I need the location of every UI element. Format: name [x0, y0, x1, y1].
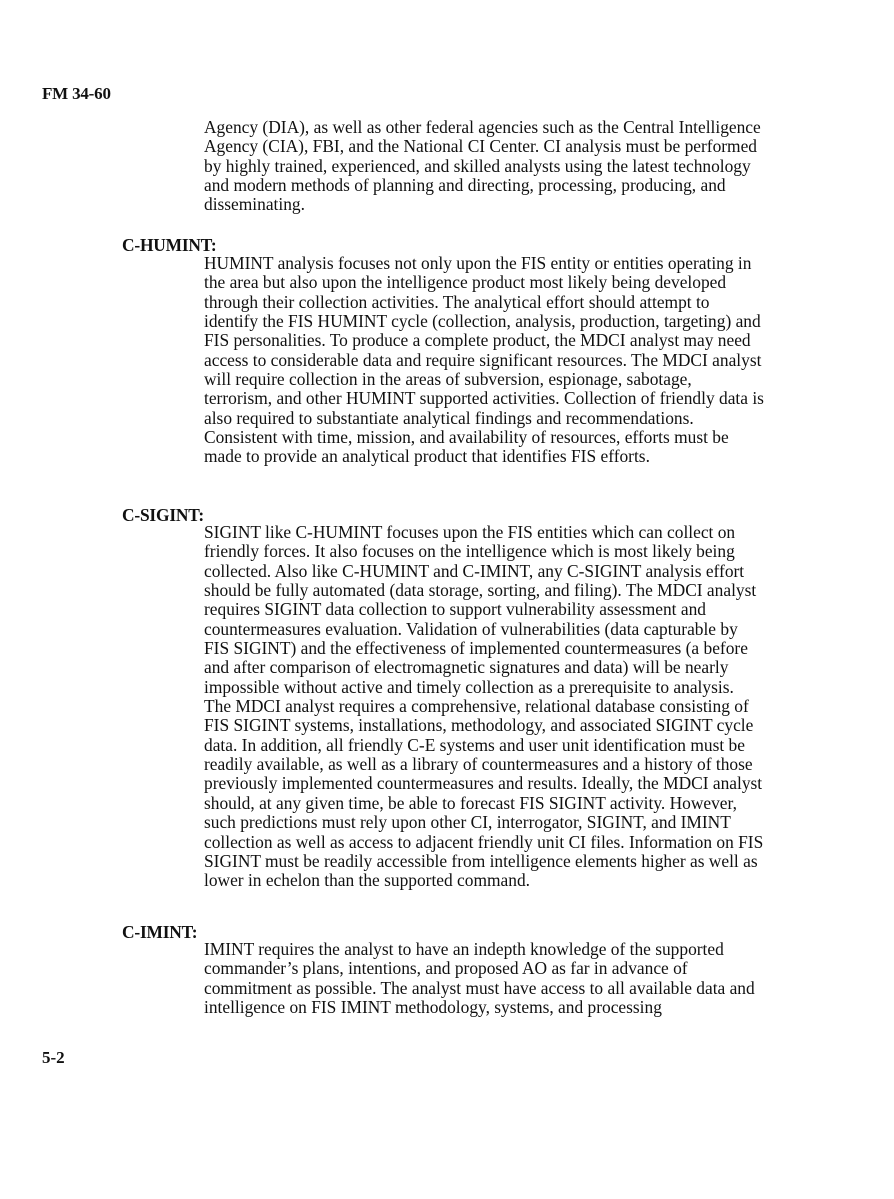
section-paragraph-c-sigint: SIGINT like C-HUMINT focuses upon the FIS entities which can collect on friendly forces. It also focuses on the intelligence which is most likely being collected. Also like C-HUMINT and C-IMINT, any C-SIGINT analysis effort should be fully automated (data storage, sorting, and filing). The MDCI analyst requires SIGINT data collection to support vulnerability assessment and countermeasures evaluation. Validation of vulnerabilities (data capturable by FIS SIGINT) and the effectiveness of implemented countermeasures (a before and after comparison of electromagnetic signatures and data) will be nearly impossible without active and timely collection as a prerequisite to analysis. The MDCI analyst requires a comprehensive, relational database consisting of FIS SIGINT systems, installations, methodology, and associated SIGINT cycle data. In addition, all friendly C-E systems and user unit identification must be readily available, as well as a library of countermeasures and a history of those previously implemented countermeasures and results. Ideally, the MDCI analyst should, at any given time, be able to forecast FIS SIGINT activity. However, such predictions must rely upon other CI, interrogator, SIGINT, and IMINT collection as well as access to adjacent friendly unit CI files. Information on FIS SIGINT must be readily accessible from intelligence elements higher as well as lower in echelon than the supported command. — [204, 522, 764, 891]
section-paragraph-c-humint: HUMINT analysis focuses not only upon the FIS entity or entities operating in the area but also upon the intelligence product most likely being developed through their collection activities. The analytical effort should attempt to identify the FIS HUMINT cycle (collection, analysis, production, targeting) and FIS personalities. To produce a complete product, the MDCI analyst may need access to considerable data and require significant resources. The MDCI analyst will require collection in the areas of subversion, espionage, sabotage, terrorism, and other HUMINT supported activities. Collection of friendly data is also required to substantiate analytical findings and recommendations. Consistent with time, mission, and availability of resources, efforts must be made to provide an analytical product that identifies FIS efforts. — [204, 253, 764, 467]
section-paragraph-c-imint: IMINT requires the analyst to have an indepth knowledge of the supported commander’s plans, intentions, and proposed AO as far in advance of commitment as possible. The analyst must have access to all available data and intelligence on FIS IMINT methodology, systems, and processing — [204, 939, 755, 1018]
document-id: FM 34-60 — [42, 84, 111, 103]
page-number: 5-2 — [42, 1048, 65, 1067]
section-heading-c-imint: C-IMINT: — [122, 922, 198, 942]
intro-paragraph: Agency (DIA), as well as other federal agencies such as the Central Intelligence Agency (CIA), FBI, and the National CI Center. CI analysis must be performed by highly trained, experienced, and skilled analysts using the latest technology and modern methods of planning and directing, processing, producing, and disseminating. — [204, 117, 761, 215]
section-heading-c-humint: C-HUMINT: — [122, 235, 217, 255]
section-heading-c-sigint: C-SIGINT: — [122, 505, 204, 525]
